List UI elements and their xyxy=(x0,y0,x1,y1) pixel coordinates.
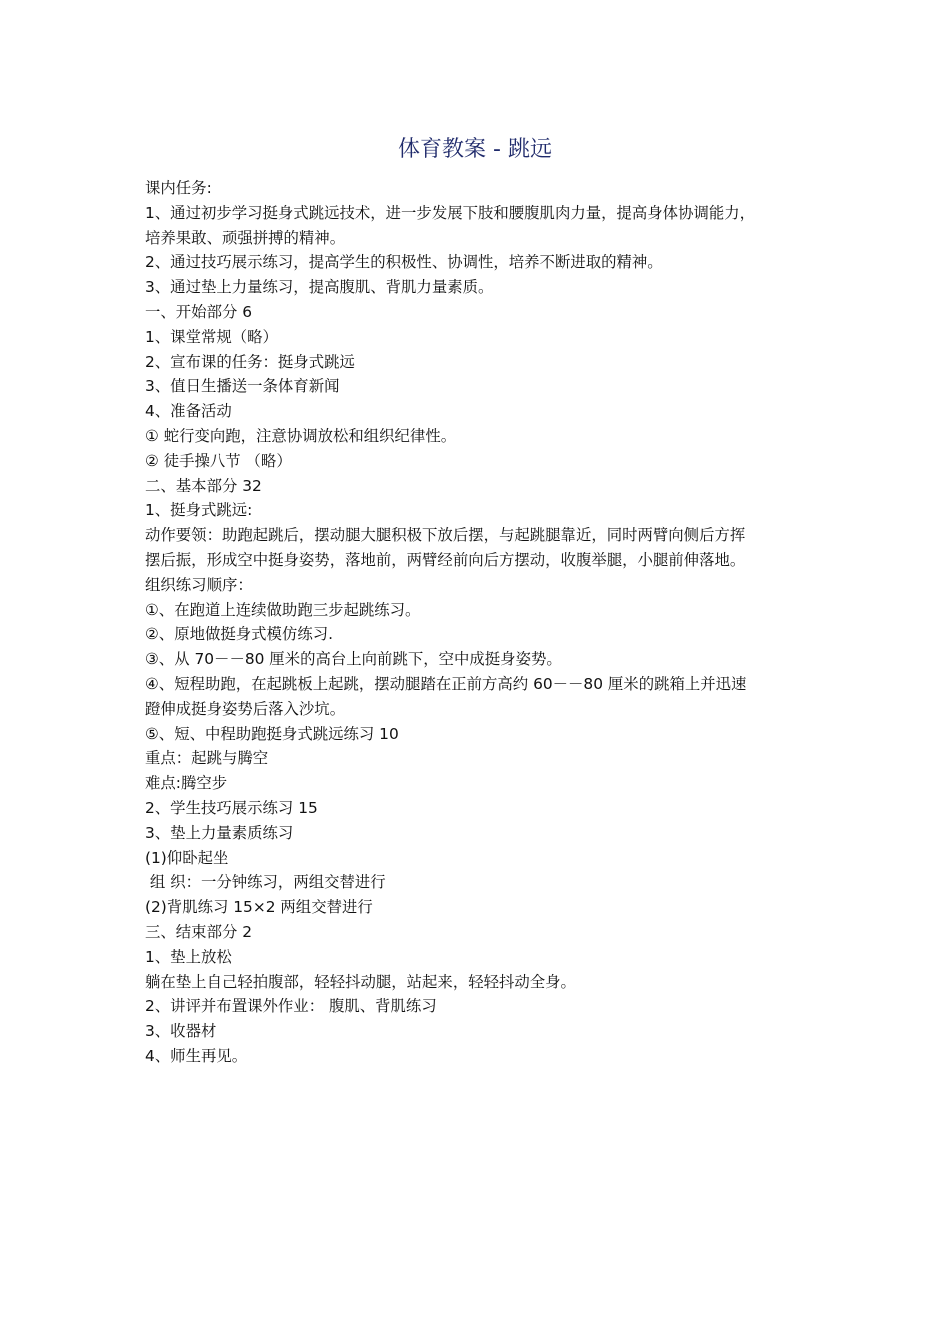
text-line: 3、值日生播送一条体育新闻 xyxy=(145,377,340,396)
text-line: 培养果敢、顽强拼搏的精神。 xyxy=(145,228,346,247)
text-line: 1、通过初步学习挺身式跳远技术，进一步发展下肢和腰腹肌肉力量，提高身体协调能力， xyxy=(145,203,756,222)
text-line: 2、讲评并布置课外作业： 腹肌、背肌练习 xyxy=(145,997,437,1016)
text-line: 3、通过垫上力量练习，提高腹肌、背肌力量素质。 xyxy=(145,278,494,297)
text-line: (2)背肌练习 15×2 两组交替进行 xyxy=(145,898,373,917)
text-line: 4、准备活动 xyxy=(145,402,232,421)
text-line: 1、垫上放松 xyxy=(145,947,232,966)
text-line: 3、收器材 xyxy=(145,1022,217,1041)
text-line: ① 蛇行变向跑，注意协调放松和组织纪律性。 xyxy=(145,426,457,445)
text-line: ④、短程助跑，在起跳板上起跳，摆动腿踏在正前方高约 60－－80 厘米的跳箱上并迅速 xyxy=(145,674,747,693)
text-line: 2、通过技巧展示练习，提高学生的积极性、协调性，培养不断进取的精神。 xyxy=(145,253,663,272)
text-line: ③、从 70－－80 厘米的高台上向前跳下，空中成挺身姿势。 xyxy=(145,650,562,669)
section-heading: 三、结束部分 2 xyxy=(145,922,253,941)
text-line: 摆后振，形成空中挺身姿势，落地前，两臂经前向后方摆动，收腹举腿，小腿前伸落地。 xyxy=(145,550,746,569)
text-line: 2、学生技巧展示练习 15 xyxy=(145,798,318,817)
text-line: ①、在跑道上连续做助跑三步起跳练习。 xyxy=(145,600,421,619)
section-heading: 一、开始部分 6 xyxy=(145,302,253,321)
text-line: 组 织：一分钟练习，两组交替进行 xyxy=(145,873,386,892)
section-heading: 二、基本部分 32 xyxy=(145,476,262,495)
text-line: 1、课堂常规（略） xyxy=(145,327,278,346)
text-line: ⑤、短、中程助跑挺身式跳远练习 10 xyxy=(145,724,399,743)
text-line: 2、宣布课的任务：挺身式跳远 xyxy=(145,352,355,371)
text-line: 组织练习顺序： xyxy=(145,575,253,594)
text-line: ②、原地做挺身式模仿练习. xyxy=(145,625,333,644)
text-line: 课内任务: xyxy=(145,179,212,197)
text-line: 躺在垫上自己轻拍腹部，轻轻抖动腿，站起来，轻轻抖动全身。 xyxy=(145,972,576,991)
text-line: 4、师生再见。 xyxy=(145,1046,248,1065)
text-line: 动作要领：助跑起跳后，摆动腿大腿积极下放后摆，与起跳腿靠近，同时两臂向侧后方挥 xyxy=(145,526,746,545)
document-body xyxy=(145,176,825,1069)
text-line: ② 徒手操八节 （略） xyxy=(145,451,292,470)
text-line: 难点:腾空步 xyxy=(145,774,228,793)
text-line: 重点：起跳与腾空 xyxy=(145,749,269,768)
text-line: 3、垫上力量素质练习 xyxy=(145,823,294,842)
text-line: 1、挺身式跳远: xyxy=(145,501,253,520)
text-line: 蹬伸成挺身姿势后落入沙坑。 xyxy=(145,699,346,718)
document-title: 体育教案 - 跳远 xyxy=(398,137,552,162)
text-line: (1)仰卧起坐 xyxy=(145,848,229,867)
